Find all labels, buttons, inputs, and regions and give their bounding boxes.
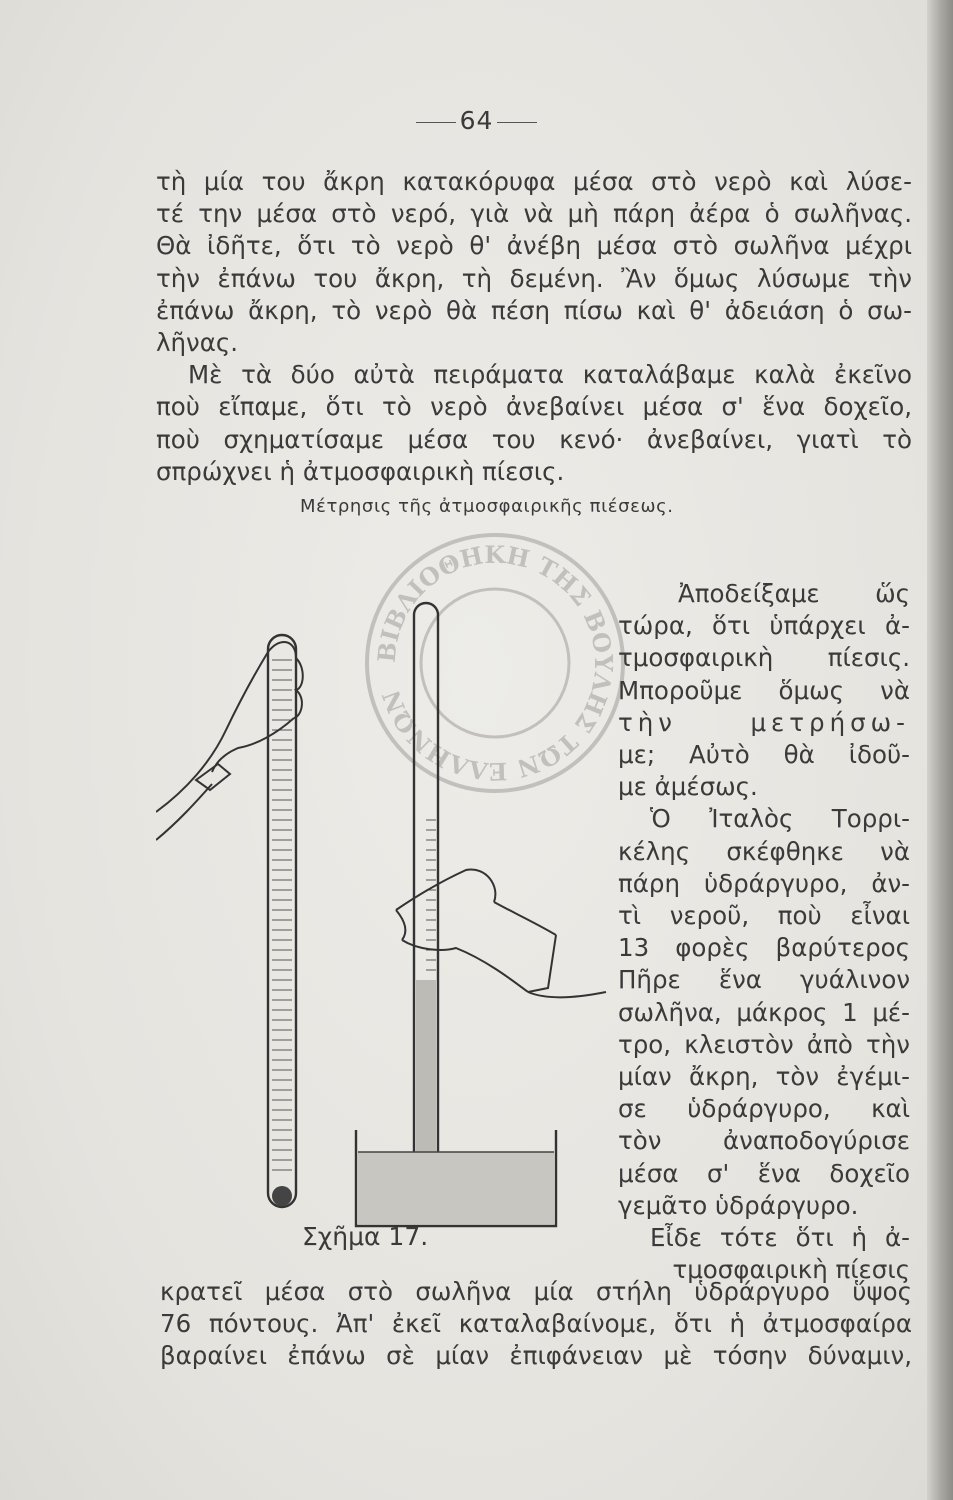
text-line: σπρώχνει ἡ ἀτμοσφαιρικὴ πίεσις. [156, 456, 565, 486]
right-tube [414, 603, 438, 1212]
text-line: κέλης σκέφθηκε νὰ [618, 836, 910, 866]
side-column-text [618, 578, 910, 1286]
text-line: 76 πόντους. Ἀπ' ἐκεῖ καταλαβαίνομε, ὅτι ἡ ἀτμοσφαίρα [160, 1309, 912, 1339]
text-line: τμοσφαιρικὴ πίεσις. [618, 643, 910, 673]
text-line: σε ὑδράργυρο, καὶ [618, 1094, 910, 1124]
page-number [0, 106, 953, 135]
text-line: τέ την μέσα στὸ νερό, γιὰ νὰ μὴ πάρη ἀέρα ὁ σωλῆνας. [156, 199, 912, 229]
page-number-text: 64 [459, 106, 494, 135]
text-line: κρατεῖ μέσα στὸ σωλῆνα μία στήλη ὑδράργυρο ὕψος [160, 1277, 912, 1306]
text-line: τμοσφαιρικὴ πίεσις [672, 1255, 910, 1285]
text-line: ποὺ σχηματίσαμε μέσα του κενό· ἀνεβαίνει, γιατὶ τὸ [156, 424, 912, 454]
text-line: ποὺ εἴπαμε, ὅτι τὸ νερὸ ἀνεβαίνει μέσα σ' ἕνα δοχεῖο, [156, 392, 912, 422]
text-line: ἐπάνω ἄκρη, τὸ νερὸ θὰ πέση πίσω καὶ θ' ἀδειάση ὁ σω- [156, 295, 912, 325]
text-line: Θὰ ἰδῆτε, ὅτι τὸ νερὸ θ' ἀνέβη μέσα στὸ σωλῆνα μέχρι [156, 231, 912, 261]
figure-caption: Σχῆμα 17. [302, 1222, 429, 1251]
text-line: μέσα σ' ἕνα δοχεῖο [618, 1158, 910, 1188]
text-line: με ἀμέσως. [618, 772, 758, 802]
text-line: γεμᾶτο ὑδράργυρο. [618, 1190, 859, 1220]
page-edge-shadow [927, 0, 953, 1500]
right-hand [396, 869, 606, 997]
text-line: τώρα, ὅτι ὑπάρχει ἀ- [618, 611, 910, 641]
section-heading: Μέτρησις τῆς ἀτμοσφαιρικῆς πιέσεως. [300, 496, 674, 517]
text-line: τρο, κλειστὸν ἀπὸ τὴν [618, 1029, 910, 1059]
text-line: με; Αὐτὸ θὰ ἰδοῦ- [618, 740, 910, 770]
mercury-dish [356, 1130, 556, 1226]
folio-dash-right [497, 122, 537, 123]
paragraph-1 [156, 166, 912, 359]
text-line: σωλῆνα, μάκρος 1 μέ- [618, 997, 910, 1027]
text-line: τὴν ἐπάνω του ἄκρη, τὴ δεμένη. Ἂν ὅμως λύσωμε τὴν [156, 263, 912, 293]
body-text-top [156, 166, 912, 488]
text-line: μίαν ἄκρη, τὸν ἐγέμι- [618, 1062, 910, 1092]
text-line: Πῆρε ἕνα γυάλινον [618, 965, 910, 995]
text-line: Ἀποδείξαμε ὥς [678, 579, 910, 608]
stamp-text: ΒΙΒΛΙΟΘΗΚΗ ΤΗΣ ΒΟΥΛΗΣ ΤΩΝ ΕΛΛΗΝΩΝ [371, 539, 619, 787]
text-line: πάρη ὑδράργυρο, ἀν- [618, 868, 910, 898]
torricelli-figure [156, 539, 619, 1230]
text-line: Ὁ Ἰταλὸς Τορρι- [650, 804, 910, 834]
body-text-bottom [160, 1276, 912, 1373]
text-line: Εἶδε τότε ὅτι ἡ ἀ- [650, 1223, 910, 1253]
text-line: τὴν μετρήσω- [618, 707, 910, 737]
text-line: 13 φορὲς βαρύτερος [618, 933, 910, 963]
text-line: βαραίνει ἐπάνω σὲ μίαν ἐπιφάνειαν μὲ τόσην δύναμιν, [160, 1341, 912, 1371]
text-line: λῆνας. [156, 328, 239, 358]
paragraph-2 [156, 359, 912, 488]
text-line: Μποροῦμε ὅμως νὰ [618, 675, 910, 705]
text-line: τὶ νεροῦ, ποὺ εἶναι [618, 901, 910, 931]
text-line: Μὲ τὰ δύο αὐτὰ πειράματα καταλάβαμε καλὰ ἐκεῖνο [188, 360, 912, 390]
text-line: τὸν ἀναποδογύρισε [618, 1126, 910, 1156]
text-line: τὴ μία του ἄκρη κατακόρυφα μέσα στὸ νερὸ καὶ λύσε- [156, 167, 912, 196]
folio-dash-left [416, 122, 456, 123]
